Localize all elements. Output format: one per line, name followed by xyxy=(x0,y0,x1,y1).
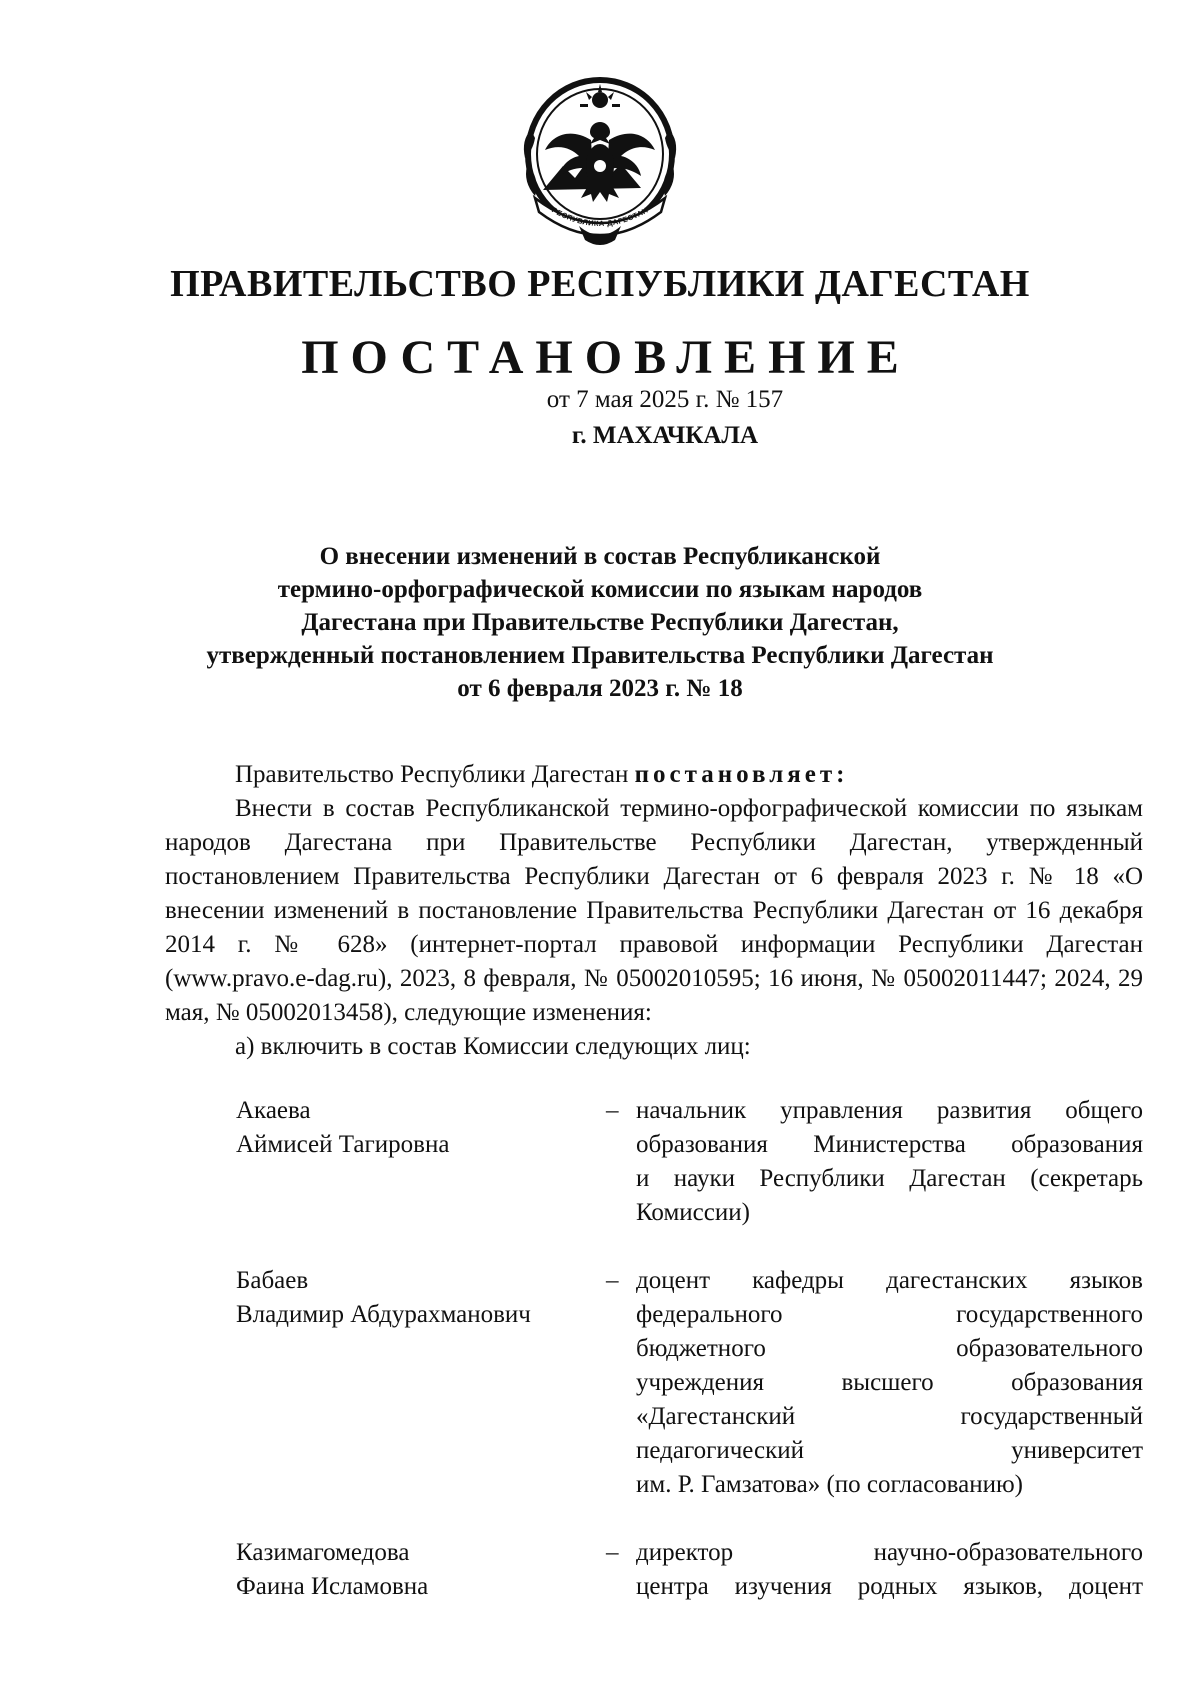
member-given-names: Фаина Исламовна xyxy=(236,1573,429,1600)
resolves-paragraph xyxy=(165,758,1143,792)
member-name xyxy=(236,1264,606,1502)
resolves-prefix: Правительство Республики Дагестан xyxy=(235,761,635,788)
member-role-line: образования Министерства образования xyxy=(636,1131,1143,1158)
member-role-line: Комиссии) xyxy=(636,1199,750,1226)
member-role-line: им. Р. Гамзатова» (по согласованию) xyxy=(636,1471,1023,1498)
member-entry xyxy=(236,1094,1143,1230)
member-role-line: и науки Республики Дагестан (секретарь xyxy=(636,1165,1143,1192)
date-number-line: от 7 мая 2025 г. № 157 xyxy=(546,386,784,413)
city-line: г. МАХАЧКАЛА xyxy=(571,422,759,449)
member-name xyxy=(236,1094,606,1230)
member-dash: – xyxy=(606,1097,619,1124)
main-paragraph: Внести в состав Республиканской термино-орфографической комиссии по языкам народов Дагестана при Правительстве Республики Дагестан, утвержденный постановлением Правительства Республики Дагестан от 6 февраля 2023 г. № 18 «О внесении изменений в постановление Правительства Республики Дагестан от 16 декабря 2014 г. № 628» (интернет-портал правовой информации Республики Дагестан (www.pravo.e-dag.ru), 2023, 8 февраля, № 05002010595; 16 июня, № 05002011447; 2024, 29 мая, № 05002013458), следующие изменения: xyxy=(165,795,1143,1026)
member-role xyxy=(636,1264,1143,1502)
subject-line: О внесении изменений в состав Республиканской xyxy=(319,543,881,570)
member-role-line: доцент кафедры дагестанских языков xyxy=(636,1267,1143,1294)
document-type-title: ПОСТАНОВЛЕНИЕ xyxy=(301,331,911,384)
subject-heading xyxy=(150,540,1050,705)
resolves-word: постановляет: xyxy=(634,761,849,788)
member-entry xyxy=(236,1264,1143,1502)
body-text xyxy=(165,758,1143,1064)
subject-line: от 6 февраля 2023 г. № 18 xyxy=(457,675,743,702)
member-role-line: начальник управления развития общего xyxy=(636,1097,1143,1124)
member-role-line: федерального государственного xyxy=(636,1301,1143,1328)
member-role-line: директор научно-образовательного xyxy=(636,1539,1143,1566)
member-dash: – xyxy=(606,1539,619,1566)
member-surname: Казимагомедова xyxy=(236,1539,410,1566)
subject-line: термино-орфографической комиссии по языкам народов xyxy=(277,576,923,603)
dagestan-emblem-icon xyxy=(513,70,687,258)
member-given-names: Аймисей Тагировна xyxy=(236,1131,450,1158)
member-role-line: «Дагестанский государственный xyxy=(636,1403,1143,1430)
member-dash: – xyxy=(606,1267,619,1294)
member-surname: Бабаев xyxy=(236,1267,309,1294)
member-entry xyxy=(236,1536,1143,1604)
member-surname: Акаева xyxy=(236,1097,311,1124)
subject-line: Дагестана при Правительстве Республики Дагестан, xyxy=(301,609,899,636)
member-role-line: бюджетного образовательного xyxy=(636,1335,1143,1362)
subject-line: утвержденный постановлением Правительства Республики Дагестан xyxy=(206,642,994,669)
emblem-ribbon-text: РЕСПУБЛИКА ДАГЕСТАН xyxy=(550,205,650,229)
government-title: ПРАВИТЕЛЬСТВО РЕСПУБЛИКИ ДАГЕСТАН xyxy=(170,263,1030,305)
member-role-line: педагогический университет xyxy=(636,1437,1143,1464)
item-a-paragraph: а) включить в состав Комиссии следующих лиц: xyxy=(235,1033,751,1060)
member-name xyxy=(236,1536,606,1604)
member-role-line: центра изучения родных языков, доцент xyxy=(636,1573,1143,1600)
member-role xyxy=(636,1536,1143,1604)
member-role-line: учреждения высшего образования xyxy=(636,1369,1143,1396)
member-role xyxy=(636,1094,1143,1230)
member-given-names: Владимир Абдурахманович xyxy=(236,1301,531,1328)
members-list xyxy=(236,1094,1143,1638)
